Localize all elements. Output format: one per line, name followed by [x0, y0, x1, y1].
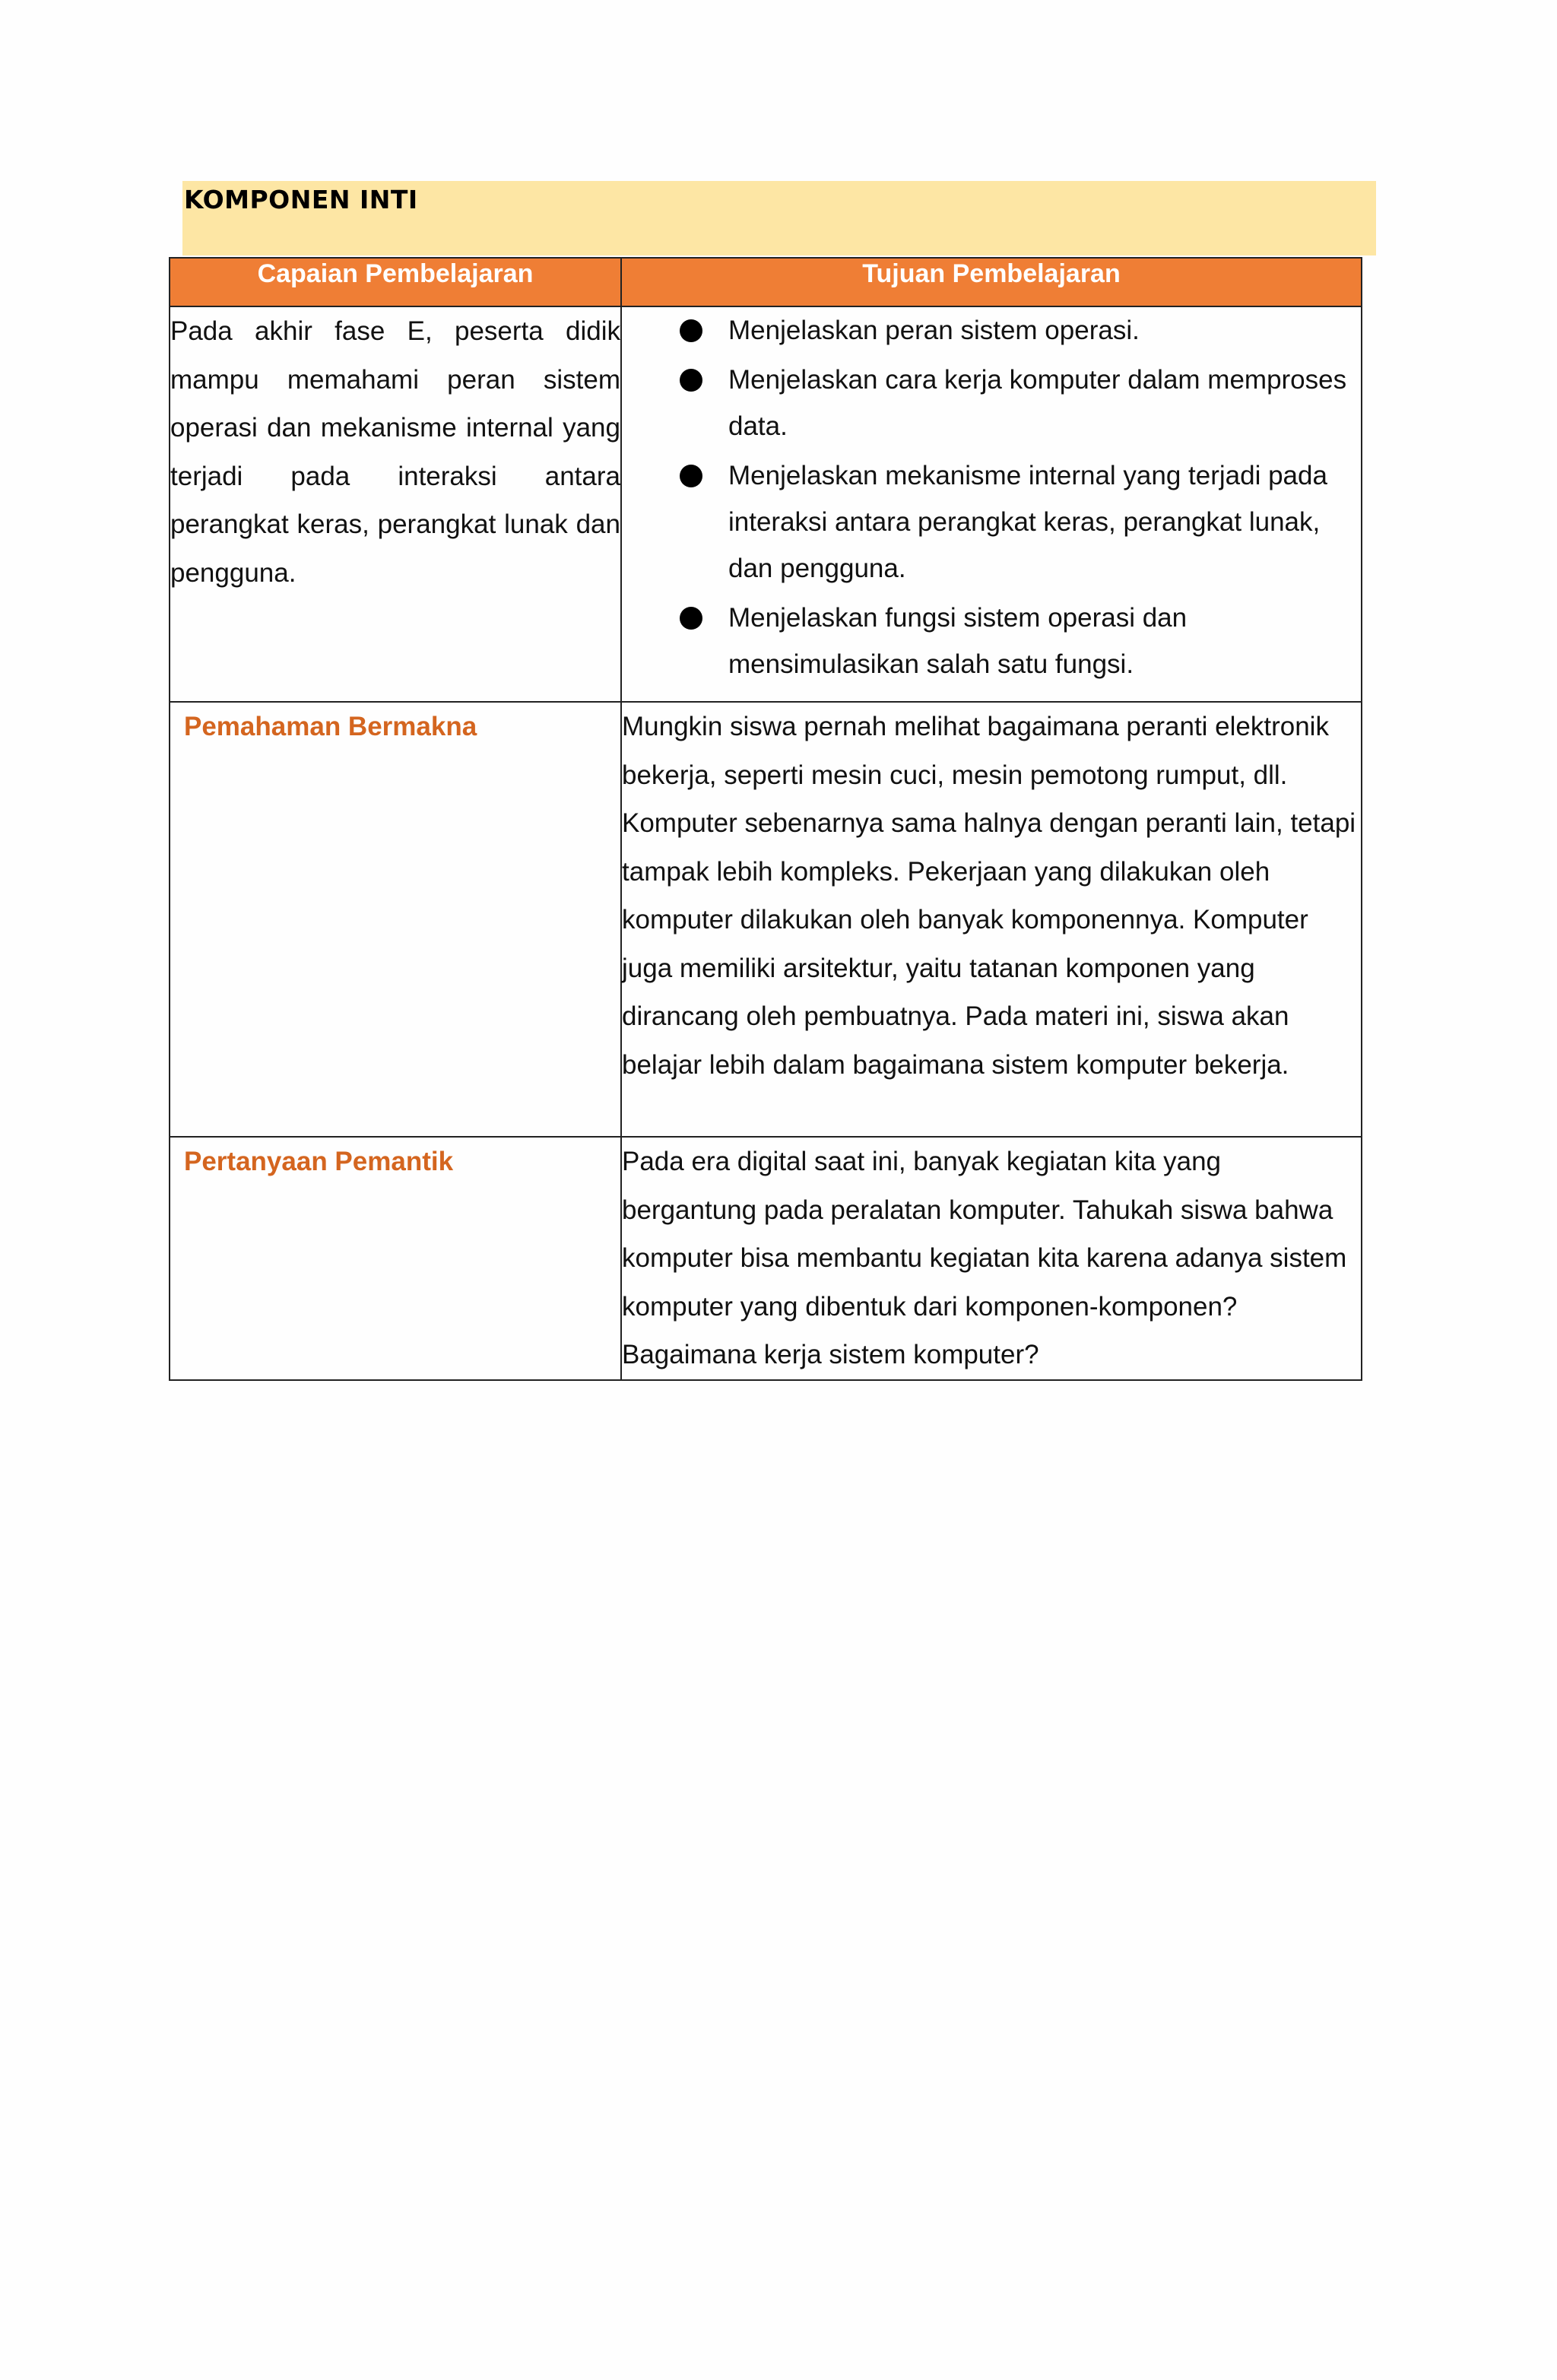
capaian-cell: [170, 306, 621, 702]
section-header-band: [182, 181, 1376, 255]
pertanyaan-label: Pertanyaan Pemantik: [184, 1147, 454, 1176]
tujuan-item-text: Menjelaskan peran sistem operasi.: [728, 316, 1140, 345]
pemahaman-label-cell: [170, 702, 621, 1137]
table-row-pertanyaan: [170, 1137, 1362, 1380]
pertanyaan-text: Pada era digital saat ini, banyak kegiatan kita yang bergantung pada peralatan komputer. Tahukah siswa bahwa komputer bisa membantu kegiatan kita karena adanya sistem komputer yang dibentuk dari komponen-komponen? Bagaimana kerja sistem komputer?: [622, 1147, 1347, 1369]
pertanyaan-text-cell: [621, 1137, 1362, 1380]
header-capaian: Capaian Pembelajaran: [170, 258, 621, 306]
pertanyaan-label-cell: [170, 1137, 621, 1380]
list-item: [622, 357, 1361, 449]
bullet-icon: [680, 369, 702, 392]
section-title: KOMPONEN INTI: [184, 185, 418, 214]
tujuan-item-text: Menjelaskan fungsi sistem operasi dan mensimulasikan salah satu fungsi.: [728, 603, 1188, 679]
tujuan-item-text: Menjelaskan cara kerja komputer dalam memproses data.: [728, 365, 1347, 441]
bullet-icon: [680, 607, 702, 630]
tujuan-cell: [621, 306, 1362, 702]
capaian-text: Pada akhir fase E, peserta didik mampu memahami peran sistem operasi dan mekanisme internal yang terjadi pada interaksi antara perangkat keras, perangkat lunak dan pengguna.: [170, 316, 620, 588]
list-item: [622, 307, 1361, 354]
pemahaman-text-cell: [621, 702, 1362, 1137]
table-row-capaian-tujuan: [170, 306, 1362, 702]
tujuan-list: [622, 307, 1361, 687]
header-tujuan: Tujuan Pembelajaran: [621, 258, 1362, 306]
table-row-pemahaman: [170, 702, 1362, 1137]
table-header-row: [170, 258, 1362, 306]
list-item: [622, 595, 1361, 687]
tujuan-item-text: Menjelaskan mekanisme internal yang terjadi pada interaksi antara perangkat keras, perangkat lunak, dan pengguna.: [728, 461, 1327, 583]
core-components-table: [169, 257, 1362, 1381]
list-item: [622, 452, 1361, 592]
pemahaman-text: Mungkin siswa pernah melihat bagaimana peranti elektronik bekerja, seperti mesin cuci, mesin pemotong rumput, dll. Komputer sebenarnya sama halnya dengan peranti lain, tetapi tampak lebih kompleks. Pekerjaan yang dilakukan oleh komputer dilakukan oleh banyak komponennya. Komputer juga memiliki arsitektur, yaitu tatanan komponen yang dirancang oleh pembuatnya. Pada materi ini, siswa akan belajar lebih dalam bagaimana sistem komputer bekerja.: [622, 712, 1356, 1080]
bullet-icon: [680, 465, 702, 487]
bullet-icon: [680, 319, 702, 342]
pemahaman-label: Pemahaman Bermakna: [184, 712, 477, 741]
